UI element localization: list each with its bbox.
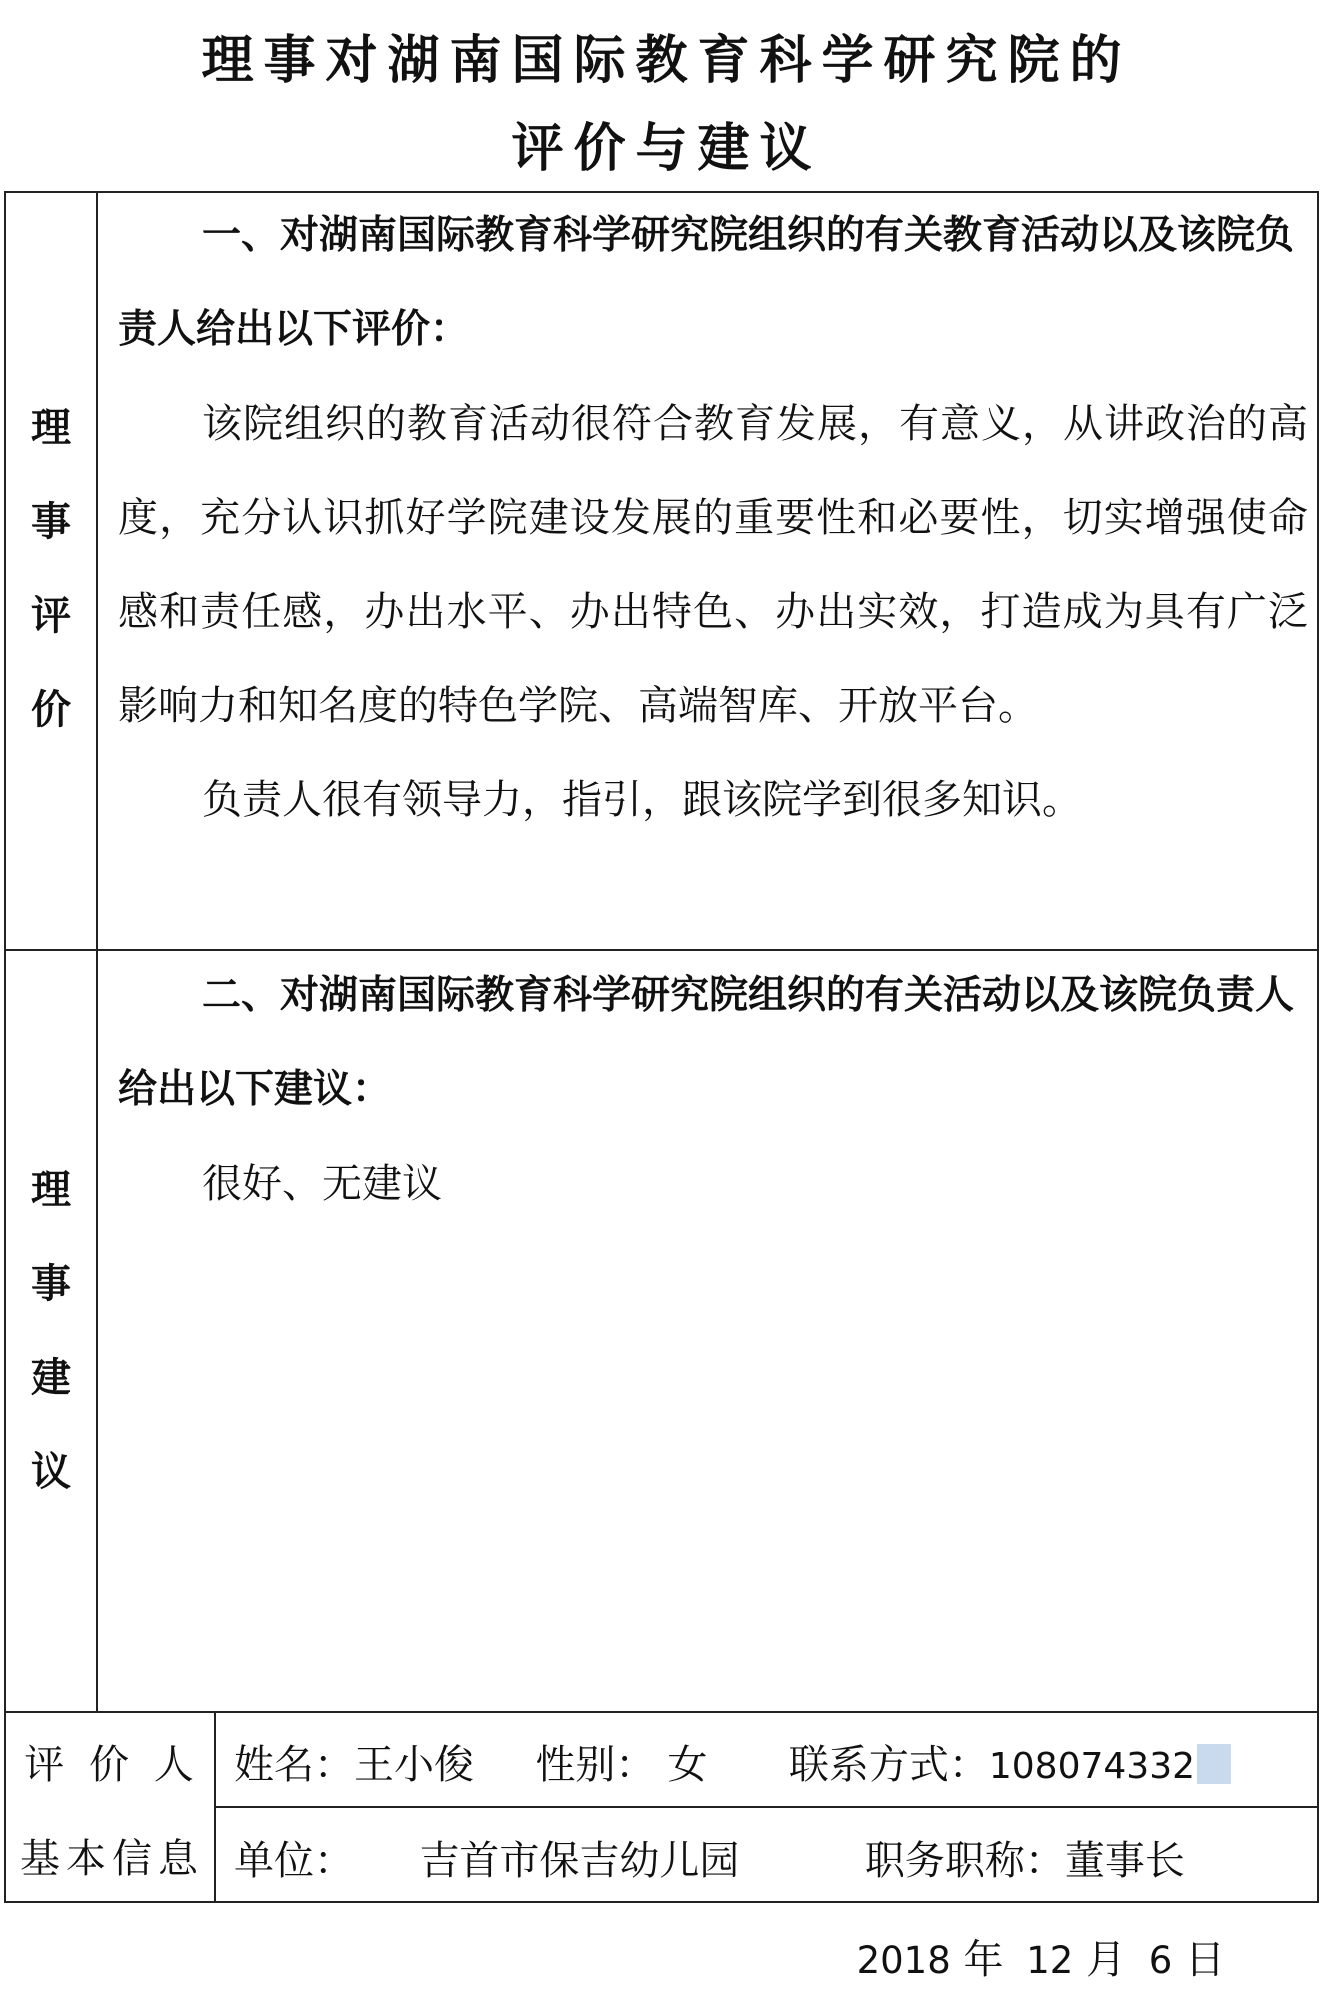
gender-value: 女 [667, 1742, 708, 1788]
date-month: 12 [1026, 1939, 1074, 1982]
redaction-mask [1197, 1744, 1231, 1784]
date-month-unit: 月 [1086, 1937, 1127, 1983]
info-row-divider [214, 1806, 1317, 1808]
evaluator-info-row-2 [234, 1829, 1185, 1886]
contact-value: 108074332 [988, 1746, 1196, 1787]
unit-label: 单位： [234, 1838, 354, 1884]
side-char: 评 [31, 593, 71, 639]
evaluator-info-label-line1: 评 价 人 [24, 1742, 200, 1788]
row-divider-2 [6, 1711, 1317, 1713]
gender-label: 性别： [535, 1742, 656, 1788]
suggestion-side-label [6, 1143, 96, 1519]
evaluator-info-label-line2: 基本信息 [20, 1836, 204, 1882]
side-char: 建 [31, 1355, 71, 1401]
suggestion-paragraph-1: 很好、无建议 [202, 1161, 442, 1207]
suggestion-heading: 二、对湖南国际教育科学研究院组织的有关活动以及该院负责人给出以下建议： [118, 973, 1295, 1112]
unit-value: 吉首市保吉幼儿园 [419, 1838, 740, 1884]
side-char: 事 [31, 1261, 71, 1307]
document-date [857, 1928, 1225, 1985]
evaluation-paragraph-2: 负责人很有领导力，指引，跟该院学到很多知识。 [202, 777, 1082, 823]
evaluation-side-label [6, 381, 96, 757]
date-day: 6 [1148, 1939, 1173, 1982]
side-char: 理 [31, 405, 71, 451]
side-char: 理 [31, 1167, 71, 1213]
side-char: 议 [31, 1449, 71, 1495]
job-title-value: 董事长 [1064, 1838, 1185, 1884]
evaluation-paragraph-1: 该院组织的教育活动很符合教育发展，有意义，从讲政治的高度，充分认识抓好学院建设发展的重要性和必要性，切实增强使命感和责任感，办出水平、办出特色、办出实效，打造成为具有广泛影响力和知名度的特色学院、高端智库、开放平台。 [118, 401, 1308, 729]
name-label: 姓名： [234, 1742, 354, 1788]
document-title-line2: 评价与建议 [511, 119, 822, 179]
date-year-unit: 年 [963, 1937, 1004, 1983]
date-day-unit: 日 [1185, 1937, 1225, 1983]
column-divider [96, 193, 98, 1713]
suggestion-section [118, 949, 1308, 1231]
evaluation-section [118, 189, 1308, 847]
name-value: 王小俊 [354, 1742, 474, 1788]
side-char: 事 [31, 499, 71, 545]
date-year: 2018 [856, 1939, 951, 1982]
evaluation-form-table [4, 191, 1319, 1903]
contact-label: 联系方式： [788, 1742, 989, 1788]
job-title-label: 职务职称： [864, 1838, 1065, 1884]
document-title-line1: 理事对湖南国际教育科学研究院的 [201, 31, 1132, 91]
side-char: 价 [31, 687, 71, 733]
evaluation-heading: 一、对湖南国际教育科学研究院组织的有关教育活动以及该院负责人给出以下评价： [118, 213, 1295, 352]
evaluator-info-row-1 [234, 1733, 1231, 1790]
